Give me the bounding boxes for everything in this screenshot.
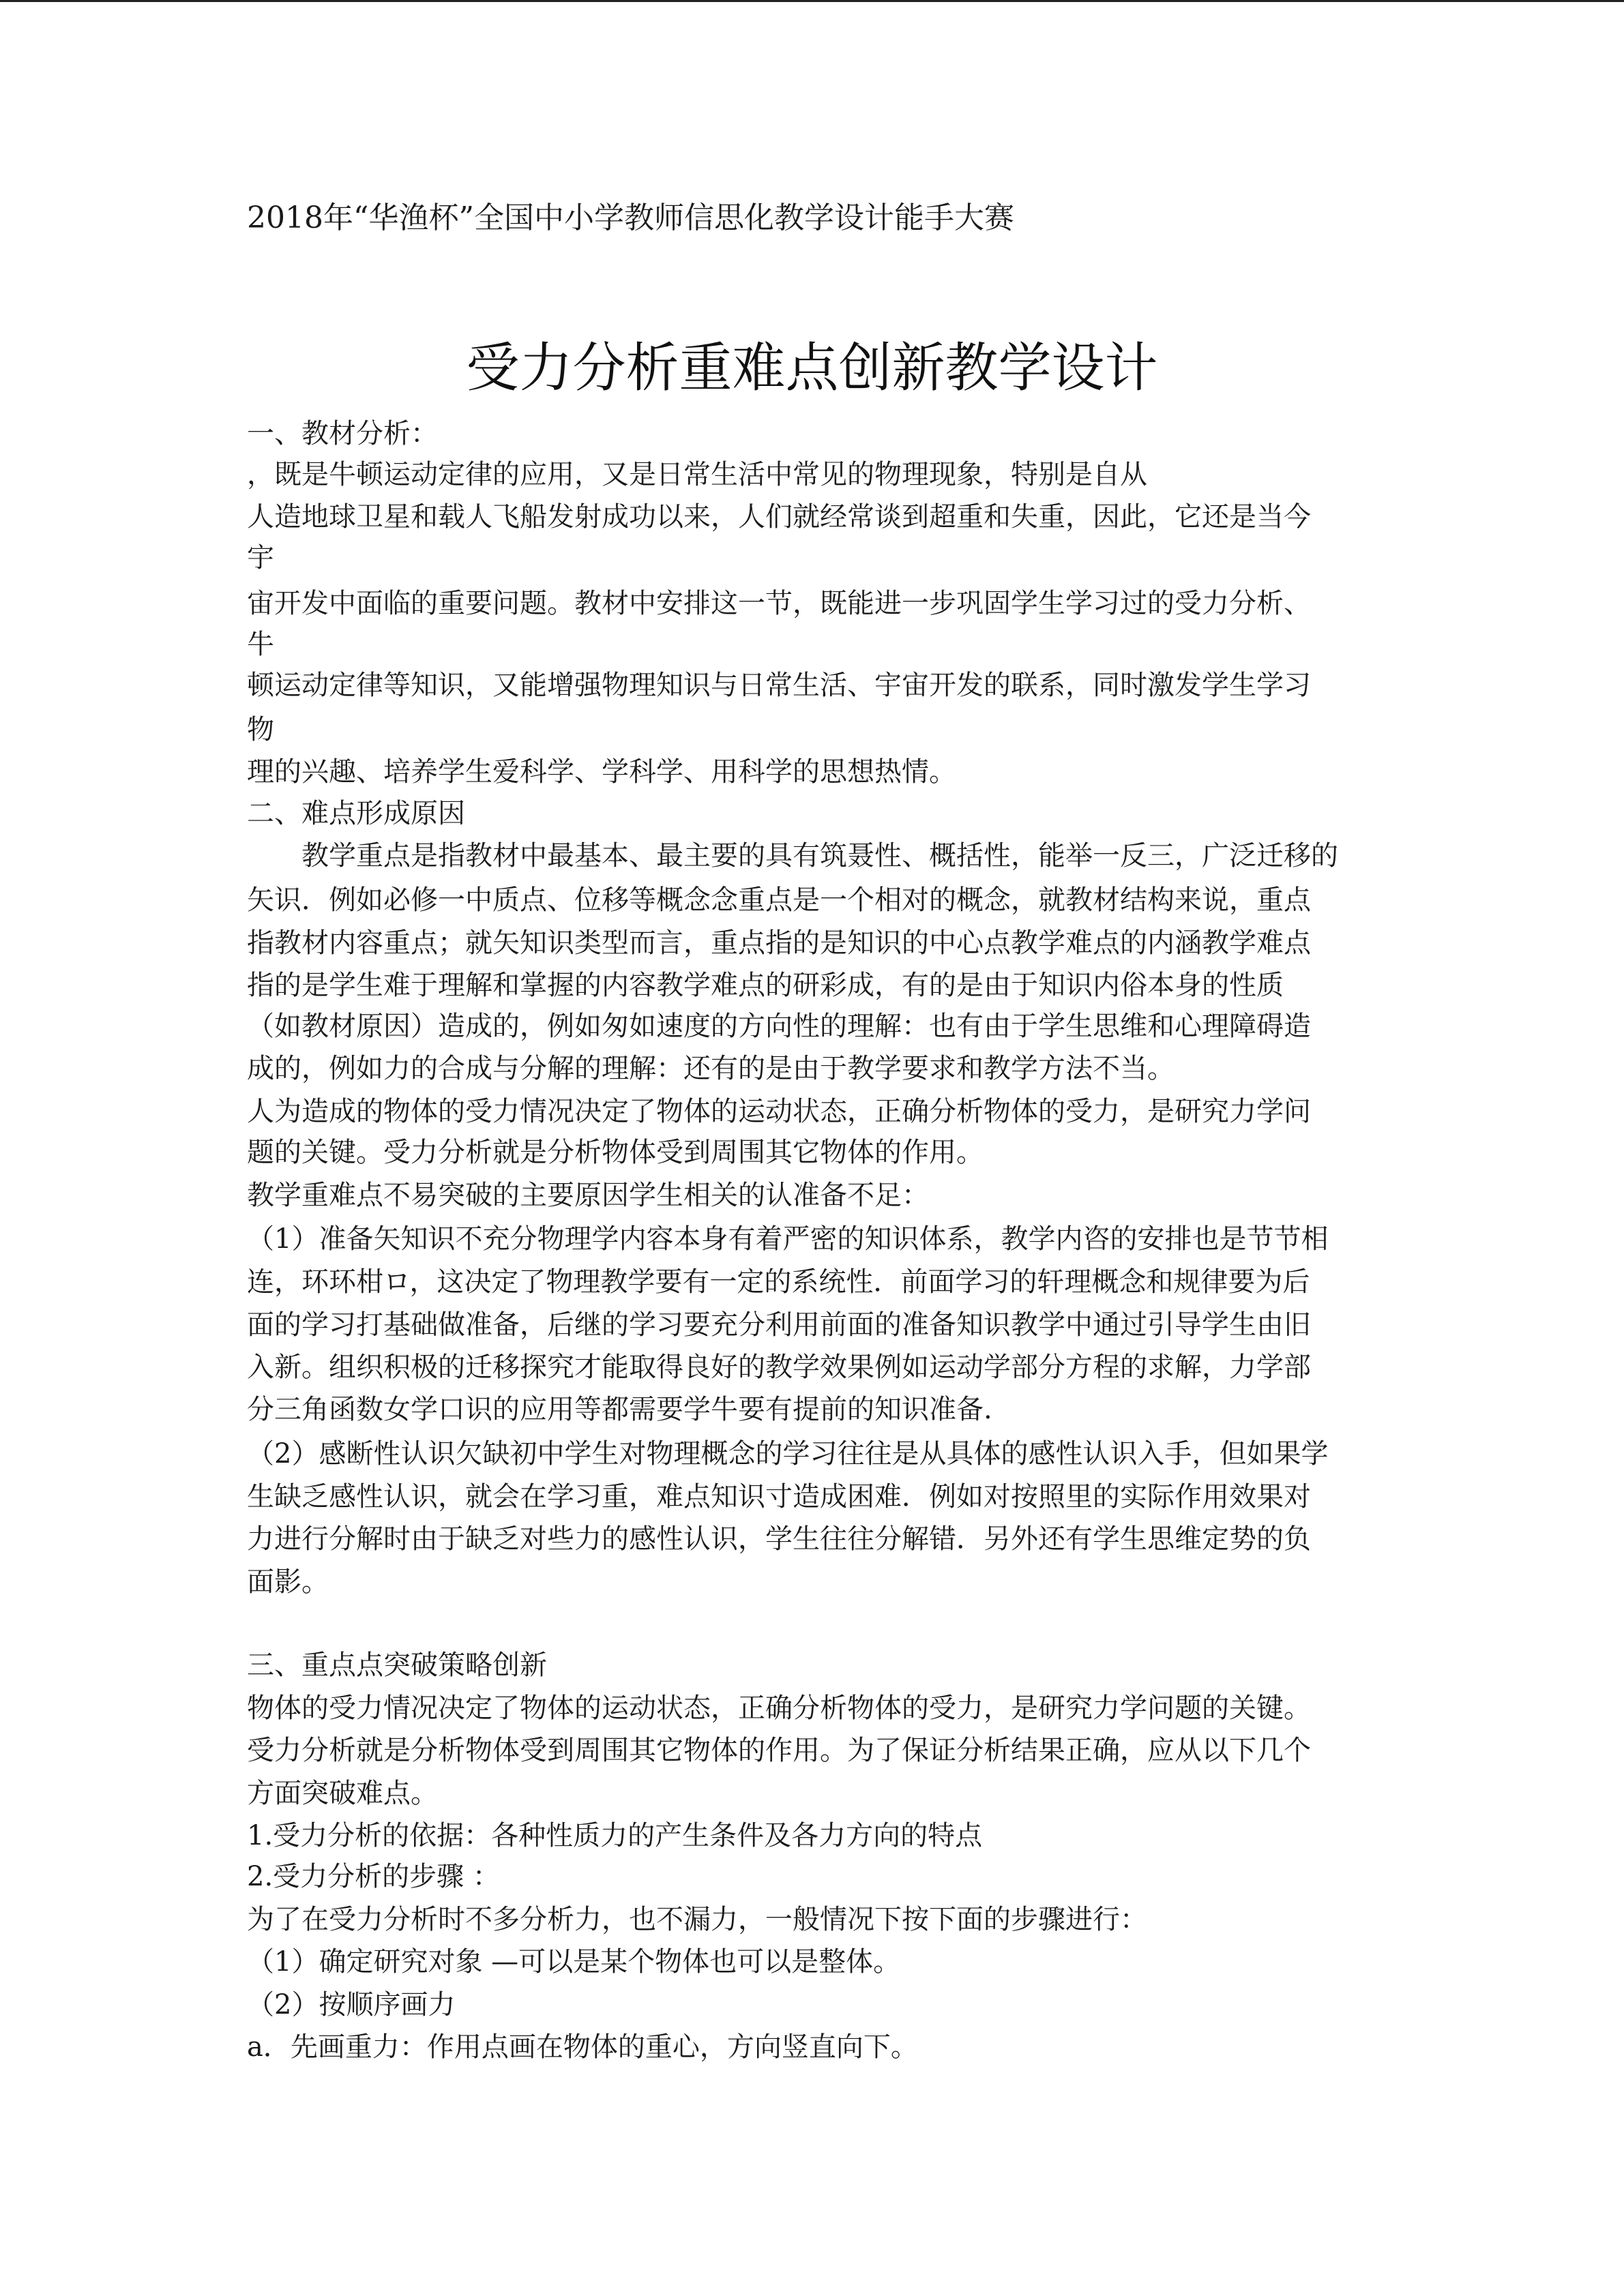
paragraph-line: 宙开发中面临的重要问题。教材中安排这一节，既能进一步巩固学生学习过的受力分析、 [247, 588, 1311, 619]
paragraph-line: 宇 [247, 542, 274, 573]
section-heading-2: 二、难点形成原因 [247, 798, 465, 829]
paragraph-line: 教学重点是指教材中最基本、最主要的具有筑聂性、概括性，能举一反三，广泛迁移的 [247, 840, 1338, 871]
paragraph-line: 人为造成的物体的受力情况决定了物体的运动状态，正确分析物体的受力，是研究力学问 [247, 1096, 1311, 1127]
paragraph-line: 物体的受力情况决定了物体的运动状态，正确分析物体的受力，是研究力学问题的关键。 [247, 1693, 1311, 1724]
contest-header: 2018年“华渔杯”全国中小学教师信思化教学设计能手大赛 [247, 200, 1014, 235]
paragraph-line: 2.受力分析的步骤 ： [247, 1861, 500, 1892]
paragraph-line: 物 [247, 714, 274, 745]
document-title: 受力分析重难点创新教学设计 [466, 338, 1158, 399]
paragraph-line: 牛 [247, 629, 274, 660]
paragraph-line: 面影。 [247, 1566, 329, 1598]
paragraph-line: （1）确定研究对象 —可以是某个物体也可以是整体。 [247, 1946, 901, 1978]
paragraph-line: 理的兴趣、培养学生爱科学、学科学、用科学的思想热情。 [247, 756, 956, 788]
paragraph-line: 入新。组织积极的迁移探究才能取得良好的教学效果例如运动学部分方程的求解，力学部 [247, 1352, 1311, 1383]
paragraph-line: 成的，例如力的合成与分解的理解：还有的是由于教学要求和教学方法不当。 [247, 1053, 1175, 1084]
paragraph-line: （1）准备矢知识不充分物理学内容本身有着严密的知识体系，教学内咨的安排也是节节相 [247, 1223, 1329, 1255]
paragraph-line: 连，环环柑ロ，这决定了物理教学要有一定的系统性．前面学习的轩理概念和规律要为后 [247, 1266, 1310, 1298]
paragraph-line: 人造地球卫星和载人飞船发射成功以来，人们就经常谈到超重和失重，因此，它还是当今 [247, 501, 1311, 533]
paragraph-line: 题的关键。受力分析就是分析物体受到周围其它物体的作用。 [247, 1137, 984, 1168]
paragraph-line: （如教材原因）造成的，例如匆如速度的方向性的理解：也有由于学生思维和心理障碍造 [247, 1011, 1311, 1042]
section-heading-1: 一、教材分析： [247, 418, 438, 449]
paragraph-line: 矢识．例如必修一中质点、位移等概念念重点是一个相对的概念，就教材结构来说，重点 [247, 884, 1311, 916]
paragraph-line: 方面突破难点。 [247, 1778, 438, 1809]
paragraph-line: ，既是牛顿运动定律的应用，又是日常生活中常见的物理现象，特别是自从 [247, 459, 1147, 490]
paragraph-line: 教学重难点不易突破的主要原因学生相关的认准备不足： [247, 1180, 929, 1211]
paragraph-line: 生缺乏感性认识，就会在学习重，难点知识寸造成困难．例如对按照里的实际作用效果对 [247, 1481, 1311, 1512]
paragraph-line: 力进行分解时由于缺乏对些力的感性认识，学生往往分解错．另外还有学生思维定势的负 [247, 1523, 1311, 1555]
paragraph-line: 为了在受力分析时不多分析力，也不漏力，一般情况下按下面的步骤进行： [247, 1904, 1147, 1935]
paragraph-line: （2）感断性认识欠缺初中学生对物理概念的学习往往是从具体的感性认识入手，但如果学 [247, 1438, 1329, 1470]
paragraph-line: 1.受力分析的依据：各种性质力的产生条件及各力方向的特点 [247, 1820, 983, 1851]
section-heading-3: 三、重点点突破策略创新 [247, 1650, 547, 1681]
paragraph-line: 受力分析就是分析物体受到周围其它物体的作用。为了保证分析结果正确，应从以下几个 [247, 1735, 1311, 1766]
paragraph-line: 分三角函数女学口识的应用等都需要学牛要有提前的知识准备. [247, 1394, 992, 1425]
paragraph-line: 指的是学生难于理解和掌握的内容教学难点的研彩成，有的是由于知识内俗本身的性质 [247, 970, 1284, 1001]
paragraph-line: 面的学习打基础做准备，后继的学习要充分利用前面的准备知识教学中通过引导学生由旧 [247, 1309, 1311, 1341]
paragraph-line: 顿运动定律等知识，又能增强物理知识与日常生活、宇宙开发的联系，同时激发学生学习 [247, 670, 1311, 701]
paragraph-line: 指教材内容重点；就矢知识类型而言，重点指的是知识的中心点教学难点的内涵教学难点 [247, 927, 1311, 959]
paragraph-line: （2）按顺序画力 [247, 1989, 456, 2021]
paragraph-line: a．先画重力：作用点画在物体的重心，方向竖直向下。 [247, 2031, 918, 2063]
